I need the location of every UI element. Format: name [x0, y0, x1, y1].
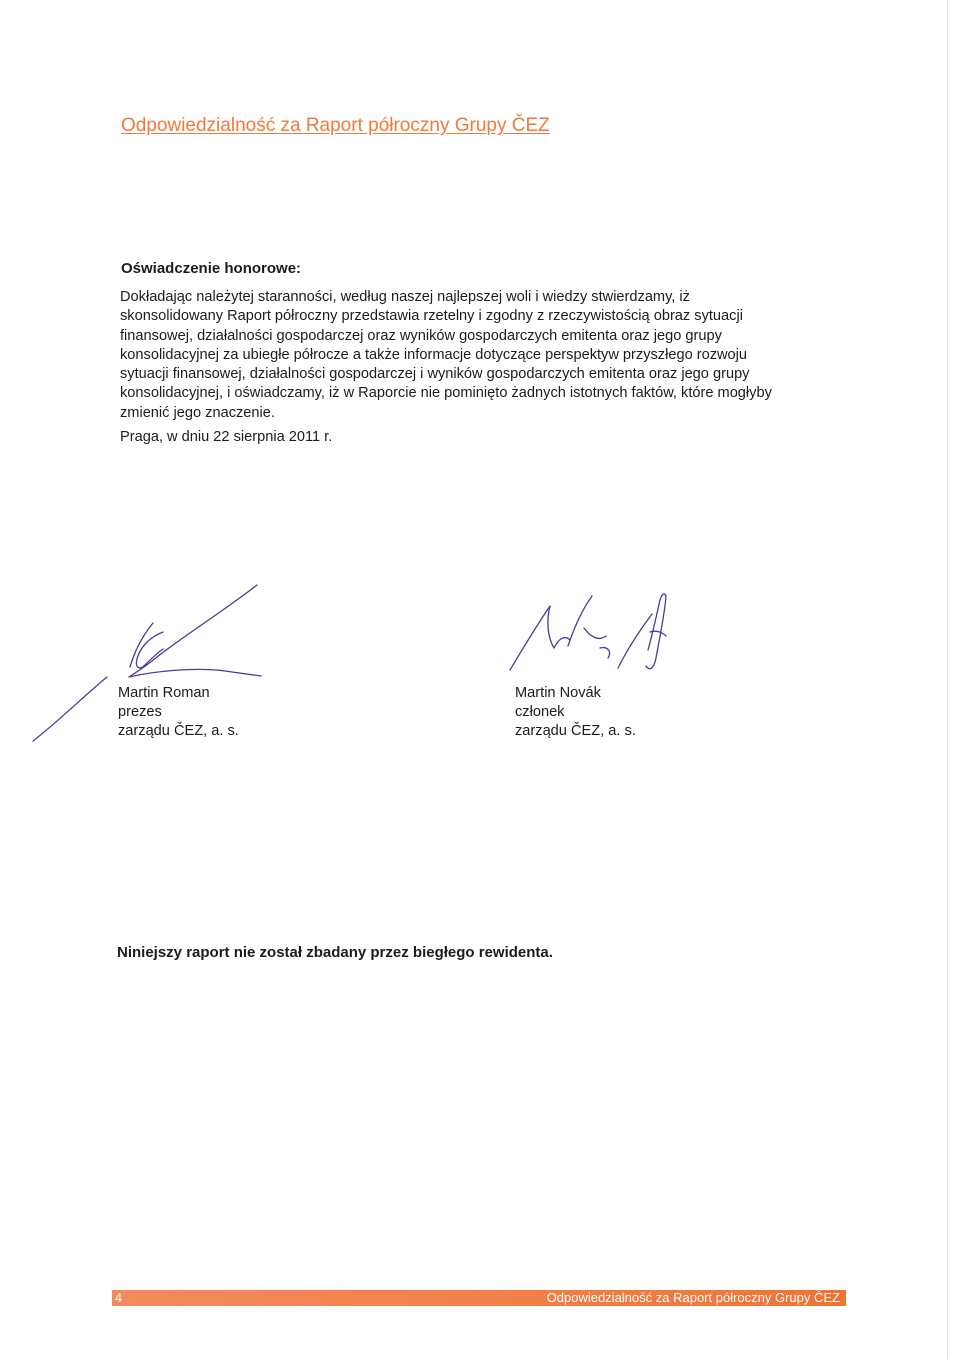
statement-line: finansowej, działalności gospodarczej oraz wyników gospodarczych emitenta oraz jego grupy [120, 327, 722, 344]
signer-roman [118, 684, 239, 741]
place-date: Praga, w dniu 22 sierpnia 2011 r. [120, 429, 333, 445]
signer-body: zarządu ČEZ, a. s. [118, 723, 239, 739]
page-title: Odpowiedzialność za Raport półroczny Grupy ČEZ [121, 115, 550, 136]
statement-heading: Oświadczenie honorowe: [121, 260, 302, 277]
signature-novak [500, 588, 700, 678]
statement-text [120, 288, 860, 423]
page-edge [947, 0, 948, 1359]
signer-name: Martin Novák [515, 685, 601, 701]
footer-title: Odpowiedzialność za Raport półroczny Grupy ČEZ [546, 1290, 840, 1305]
signer-role: członek [515, 704, 565, 720]
statement-line: konsolidacyjnej za ubiegłe półrocze a także informacje dotyczące perspektyw przyszłego rozwoju [120, 346, 748, 363]
statement-line: Dokładając należytej staranności, według naszej najlepszej woli i wiedzy stwierdzamy, iż [120, 289, 690, 305]
signer-novak [515, 684, 636, 741]
footer-bar [112, 1290, 846, 1306]
statement-line: sytuacji finansowej, działalności gospodarczej i wyników gospodarczych emitenta oraz jego grupy [120, 366, 750, 383]
statement-line: zmienić jego znaczenie. [120, 404, 275, 421]
audit-note: Niniejszy raport nie został zbadany przez biegłego rewidenta. [117, 944, 553, 961]
signer-role: prezes [118, 704, 162, 720]
statement-line: konsolidacyjnej, i oświadczamy, iż w Raporcie nie pominięto żadnych istotnych faktów, które mogłyby [120, 385, 772, 402]
signer-name: Martin Roman [118, 685, 210, 701]
footer-page-number: 4 [115, 1291, 122, 1305]
signer-body: zarządu ČEZ, a. s. [515, 723, 636, 739]
statement-line: skonsolidowany Raport półroczny przedstawia rzetelny i zgodny z rzeczywistością obraz sytuacji [120, 308, 743, 325]
